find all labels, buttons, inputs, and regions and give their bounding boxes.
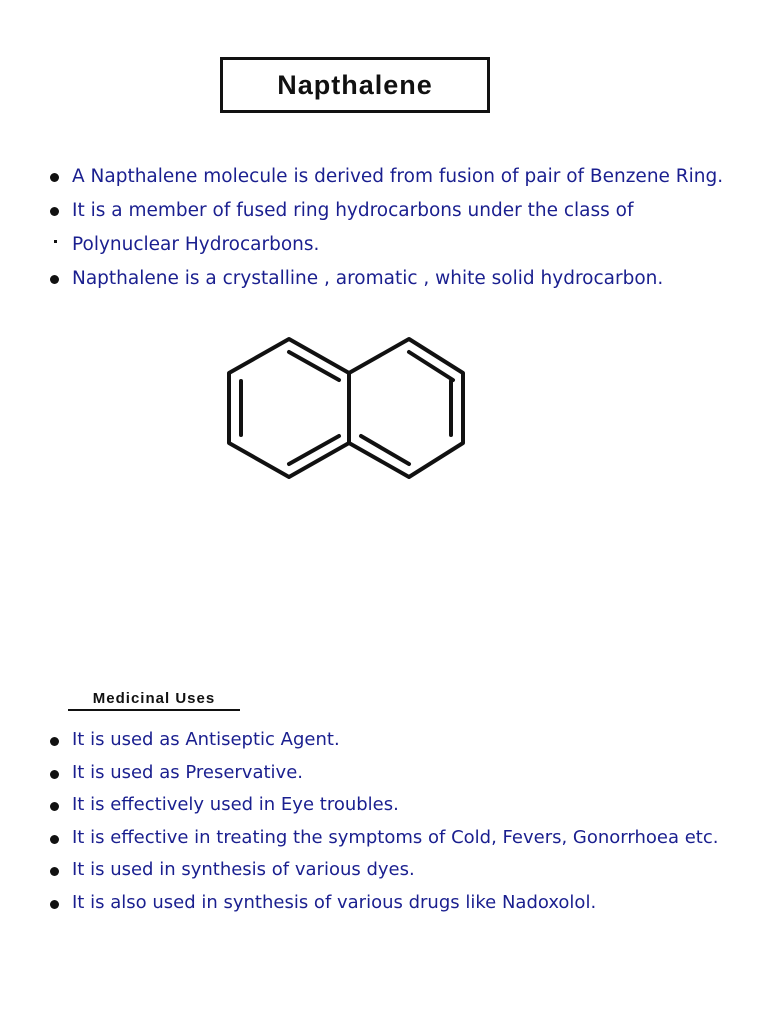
medicinal-use-text: It is used as Antiseptic Agent.	[72, 729, 340, 750]
bullet-dot-icon	[50, 275, 59, 284]
intro-item	[48, 194, 723, 228]
medicinal-uses-list	[48, 724, 718, 919]
page-title: Napthalene	[277, 69, 433, 100]
bullet-tick-icon	[54, 240, 57, 243]
double-bond-line	[289, 436, 339, 464]
bullet-dot-icon	[50, 770, 59, 779]
medicinal-use-item	[48, 757, 718, 790]
intro-item	[48, 228, 723, 262]
intro-item-text: It is a member of fused ring hydrocarbons under the class of	[72, 200, 634, 221]
left-ring-outline	[229, 339, 349, 477]
medicinal-use-text: It is used in synthesis of various dyes.	[72, 859, 415, 880]
intro-item	[48, 262, 723, 296]
medicinal-use-item	[48, 854, 718, 887]
bullet-dot-icon	[50, 207, 59, 216]
double-bond-line	[361, 436, 409, 464]
intro-item-text: A Napthalene molecule is derived from fusion of pair of Benzene Ring.	[72, 166, 724, 187]
bullet-dot-icon	[50, 835, 59, 844]
intro-list	[48, 160, 723, 296]
double-bond-line	[289, 352, 339, 380]
medicinal-use-text: It is also used in synthesis of various drugs like Nadoxolol.	[72, 891, 597, 913]
medicinal-use-text: It is effective in treating the symptoms of Cold, Fevers, Gonorrhoea etc.	[72, 826, 719, 848]
title-box	[220, 57, 490, 113]
medicinal-uses-heading: Medicinal Uses	[68, 690, 240, 711]
right-ring-outline	[349, 339, 463, 477]
bullet-dot-icon	[50, 867, 59, 876]
medicinal-use-item	[48, 789, 718, 822]
double-bond-line	[409, 352, 453, 380]
medicinal-use-item	[48, 887, 718, 920]
intro-item	[48, 160, 723, 194]
bullet-dot-icon	[50, 900, 59, 909]
medicinal-use-item	[48, 724, 718, 757]
intro-item-text: Polynuclear Hydrocarbons.	[72, 234, 320, 255]
bullet-dot-icon	[50, 173, 59, 182]
bullet-dot-icon	[50, 737, 59, 746]
medicinal-use-text: It is effectively used in Eye troubles.	[72, 794, 399, 815]
intro-item-text: Napthalene is a crystalline , aromatic , white solid hydrocarbon.	[72, 268, 664, 289]
medicinal-use-text: It is used as Preservative.	[72, 761, 303, 783]
naphthalene-structure-icon	[215, 325, 475, 495]
medicinal-use-item	[48, 822, 718, 855]
bullet-dot-icon	[50, 802, 59, 811]
